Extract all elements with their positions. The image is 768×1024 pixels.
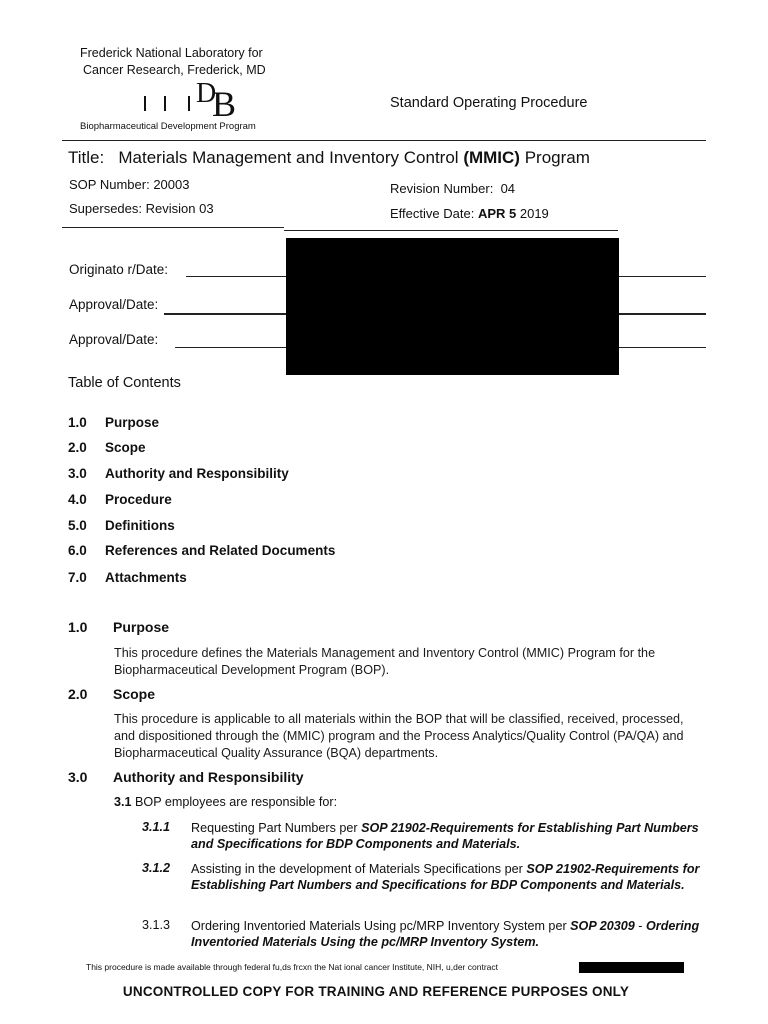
section-number: 2.0 xyxy=(68,686,88,702)
contract-number-redaction xyxy=(579,962,684,973)
subsection-number: 3.1 xyxy=(114,795,132,809)
toc-label: Authority and Responsibility xyxy=(105,466,289,481)
section-number: 1.0 xyxy=(68,619,88,635)
toc-number: 6.0 xyxy=(68,543,87,558)
item-reference: SOP 21902-Requirements for Establishing Part Numbers and Specifications for BDP Components and Materials. xyxy=(191,821,699,851)
item-reference: SOP 21902-Requirements for Establishing Part Numbers and Specifications for BDP Components and Materials. xyxy=(191,862,700,892)
logo-bar-1 xyxy=(144,96,146,111)
item-number: 3.1.3 xyxy=(142,918,171,932)
item-reference: SOP 20309 xyxy=(570,919,635,933)
item-plain-text: Assisting in the development of Materials Specifications per xyxy=(191,862,527,876)
toc-item xyxy=(68,543,335,558)
toc-number: 4.0 xyxy=(68,492,87,507)
bdp-logo xyxy=(140,80,250,122)
title-label: Title: xyxy=(68,148,105,167)
title-divider-right xyxy=(284,230,618,231)
item-text xyxy=(191,820,711,852)
originator-label: Originato r/Date: xyxy=(69,262,169,277)
toc-number: 7.0 xyxy=(68,570,87,585)
org-name-line1: Frederick National Laboratory for xyxy=(80,46,263,60)
approval-label-2: Approval/Date: xyxy=(69,332,159,347)
sop-number xyxy=(69,177,189,192)
logo-bar-3 xyxy=(188,96,190,111)
toc-number: 2.0 xyxy=(68,440,87,455)
toc-item xyxy=(68,570,187,585)
logo-letter-d: D xyxy=(196,78,217,109)
toc-title: Table of Contents xyxy=(68,375,181,391)
subsection-text: BOP employees are responsible for: xyxy=(135,795,338,809)
supersedes-label: Supersedes: xyxy=(69,201,142,216)
toc-item xyxy=(68,466,289,481)
item-number: 3.1.2 xyxy=(142,861,171,875)
item-text xyxy=(191,918,711,950)
document-title xyxy=(68,148,590,168)
section-title: Authority and Responsibility xyxy=(113,769,304,785)
header-divider xyxy=(62,140,706,141)
program-name: Biopharmaceutical Development Program xyxy=(80,121,256,132)
section-title: Purpose xyxy=(113,619,170,635)
effective-date-label: Effective Date: xyxy=(390,206,475,221)
title-end: Program xyxy=(524,148,590,167)
sop-number-label: SOP Number: xyxy=(69,177,150,192)
approval-label-1: Approval/Date: xyxy=(69,297,159,312)
item-number: 3.1.1 xyxy=(142,820,171,834)
toc-label: Scope xyxy=(105,440,146,455)
effective-date-bold: APR 5 xyxy=(477,206,517,221)
org-name-line2: Cancer Research, Frederick, MD xyxy=(83,63,266,77)
effective-date xyxy=(390,206,549,221)
section-number: 3.0 xyxy=(68,769,88,785)
toc-number: 3.0 xyxy=(68,466,87,481)
item-text xyxy=(191,861,711,893)
toc-item xyxy=(68,440,146,455)
toc-label: Attachments xyxy=(105,570,187,585)
document-type: Standard Operating Procedure xyxy=(390,95,588,111)
effective-date-year: 2019 xyxy=(519,206,549,221)
toc-label: Purpose xyxy=(105,415,160,430)
supersedes xyxy=(69,201,214,216)
toc-label: References and Related Documents xyxy=(105,543,336,558)
toc-label: Procedure xyxy=(105,492,172,507)
revision-number xyxy=(390,181,515,196)
toc-number: 1.0 xyxy=(68,415,87,430)
item-plain-text: Ordering Inventoried Materials Using pc/MRP Inventory System per xyxy=(191,919,571,933)
item-plain-text: Requesting Part Numbers per xyxy=(191,821,362,835)
toc-item xyxy=(68,492,172,507)
item-plain-text: - xyxy=(634,919,646,933)
funding-note: This procedure is made available through federal fu,ds frcxn the Nat ional cancer Institute, NIH, u,der contract xyxy=(86,962,498,972)
item-reference: Ordering Inventoried Materials Using the pc/MRP Inventory System. xyxy=(191,919,700,949)
title-acronym: (MMIC) xyxy=(463,148,520,167)
logo-letter-b: B xyxy=(212,84,237,124)
title-main: Materials Management and Inventory Control xyxy=(118,148,459,167)
section-title: Scope xyxy=(113,686,156,702)
logo-bar-2 xyxy=(164,96,166,111)
revision-label: Revision Number: xyxy=(390,181,494,196)
sop-number-value: 20003 xyxy=(153,177,190,192)
toc-label: Definitions xyxy=(105,518,175,533)
toc-item xyxy=(68,415,159,430)
signature-redaction-block xyxy=(286,238,619,375)
supersedes-value: Revision 03 xyxy=(145,201,214,216)
toc-number: 5.0 xyxy=(68,518,87,533)
uncontrolled-copy-notice: UNCONTROLLED COPY FOR TRAINING AND REFERENCE PURPOSES ONLY xyxy=(122,984,630,999)
subsection-3-1 xyxy=(114,795,337,809)
revision-value: 04 xyxy=(500,181,516,196)
toc-item xyxy=(68,518,175,533)
title-divider-left xyxy=(62,227,284,228)
purpose-text: This procedure defines the Materials Management and Inventory Control (MMIC) Program for the Biopharmaceutical Development Program (BOP). xyxy=(114,646,656,677)
scope-text: This procedure is applicable to all materials within the BOP that will be classified, received, processed, and dispositioned through the (MMIC) program and the Process Analytics/Quality Control (PA/QA) and Biopharmaceutical Quality Assurance (BQA) departments. xyxy=(114,712,684,760)
